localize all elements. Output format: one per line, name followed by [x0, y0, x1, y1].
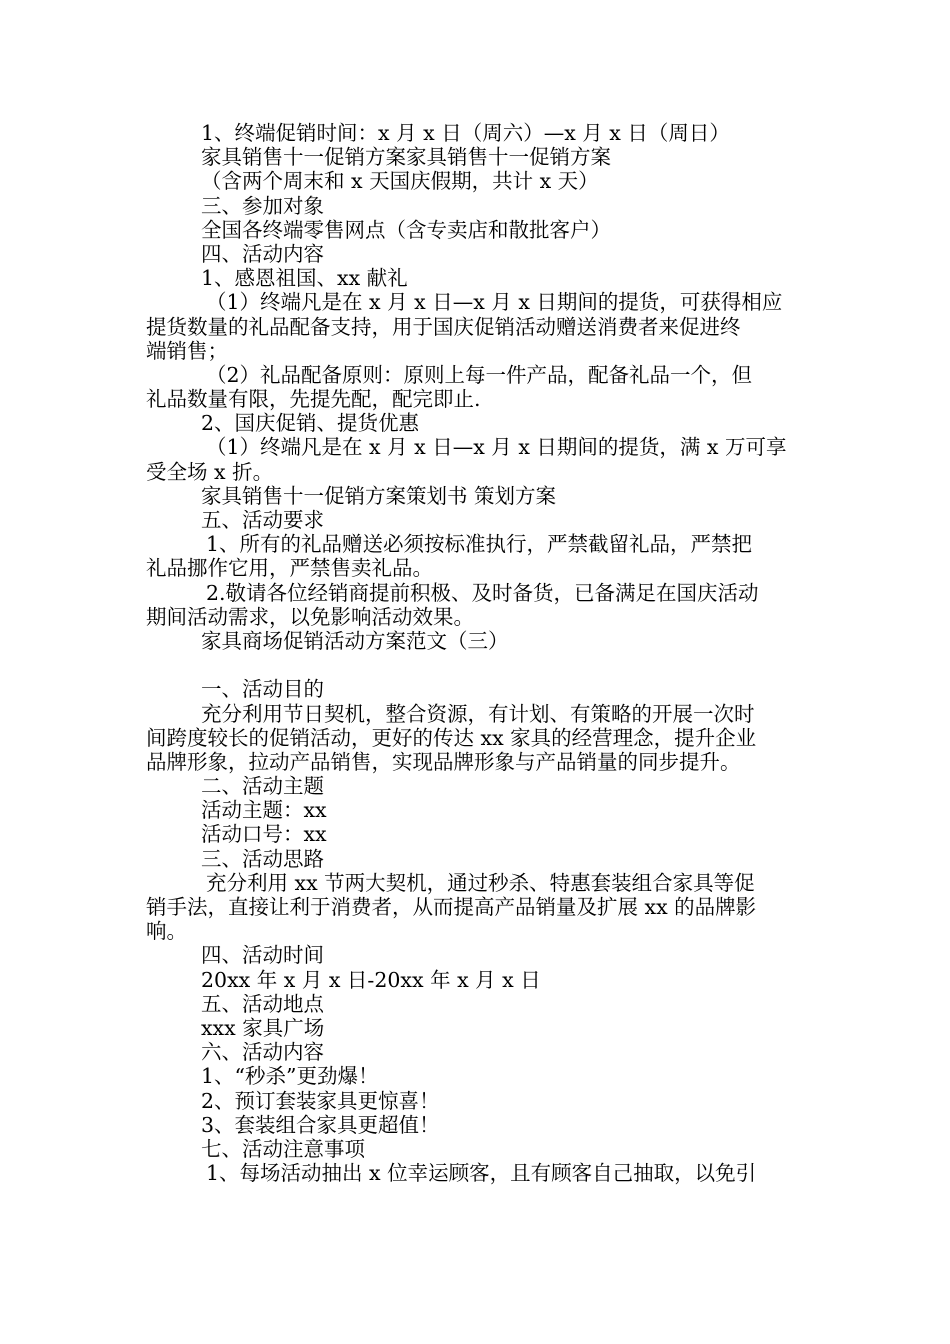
- paragraph-line: 礼品数量有限，先提先配，配完即止.: [146, 387, 481, 412]
- paragraph-line: 活动口号：xx: [201, 822, 327, 847]
- section-heading: 三、活动思路: [201, 846, 324, 871]
- paragraph-line: （1）终端凡是在 x 月 x 日—x 月 x 日期间的提货，满 x 万可享: [206, 435, 787, 460]
- paragraph-line: 受全场 x 折。: [146, 459, 274, 484]
- paragraph-line: 提货数量的礼品配备支持，用于国庆促销活动赠送消费者来促进终: [146, 314, 741, 339]
- section-heading: 二、活动主题: [201, 774, 324, 799]
- paragraph-line: 家具销售十一促销方案策划书 策划方案: [201, 483, 557, 508]
- section-heading: 七、活动注意事项: [201, 1136, 365, 1161]
- paragraph-line: 响。: [146, 919, 187, 944]
- list-item: 3、套装组合家具更超值！: [201, 1112, 440, 1137]
- section-heading: 五、活动要求: [201, 508, 324, 532]
- paragraph-line: 充分利用节日契机，整合资源，有计划、有策略的开展一次时: [201, 701, 755, 726]
- paragraph-line: 端销售；: [146, 338, 228, 363]
- list-item: 1、“秒杀”更劲爆！: [201, 1064, 379, 1089]
- paragraph-line: 1、每场活动抽出 x 位幸运顾客，且有顾客自己抽取，以免引: [206, 1161, 757, 1186]
- paragraph-line: （1）终端凡是在 x 月 x 日—x 月 x 日期间的提货，可获得相应: [206, 290, 783, 315]
- document-body: [146, 121, 810, 1185]
- paragraph-line: 间跨度较长的促销活动，更好的传达 xx 家具的经营理念，提升企业: [146, 725, 757, 750]
- section-heading: 三、参加对象: [201, 193, 324, 218]
- subheading: 1、感恩祖国、xx 献礼: [201, 266, 408, 291]
- section-heading: 一、活动目的: [201, 677, 324, 702]
- paragraph-line: （含两个周末和 x 天国庆假期，共计 x 天）: [201, 169, 599, 194]
- paragraph-line: 礼品挪作它用，严禁售卖礼品。: [146, 556, 433, 581]
- paragraph-line: xxx 家具广场: [201, 1015, 325, 1040]
- paragraph-line: 期间活动需求，以免影响活动效果。: [146, 604, 474, 629]
- section-heading: 四、活动内容: [201, 241, 324, 266]
- paragraph-line: 全国各终端零售网点（含专卖店和散批客户）: [201, 217, 611, 242]
- section-heading: 四、活动时间: [201, 943, 324, 968]
- paragraph-line: 充分利用 xx 节两大契机，通过秒杀、特惠套装组合家具等促: [206, 870, 755, 895]
- document-title: 家具商场促销活动方案范文（三）: [201, 628, 509, 653]
- section-heading: 五、活动地点: [201, 991, 324, 1016]
- paragraph-line: （2）礼品配备原则：原则上每一件产品，配备礼品一个，但: [206, 362, 753, 387]
- paragraph-line: 1、所有的礼品赠送必须按标准执行，严禁截留礼品，严禁把: [206, 532, 753, 557]
- list-item: 2、预订套装家具更惊喜！: [201, 1088, 440, 1113]
- subheading: 2、国庆促销、提货优惠: [201, 411, 420, 436]
- section-heading: 六、活动内容: [201, 1040, 324, 1065]
- paragraph-line: 家具销售十一促销方案家具销售十一促销方案: [201, 145, 611, 170]
- paragraph-line: 20xx 年 x 月 x 日-20xx 年 x 月 x 日: [201, 967, 541, 992]
- paragraph-line: 品牌形象，拉动产品销售，实现品牌形象与产品销量的同步提升。: [146, 749, 741, 774]
- blank-line: [146, 653, 810, 677]
- paragraph-line: 2.敬请各位经销商提前积极、及时备货，已备满足在国庆活动: [206, 580, 759, 605]
- paragraph-line: 活动主题：xx: [201, 798, 327, 823]
- paragraph-line: 销手法，直接让利于消费者，从而提高产品销量及扩展 xx 的品牌影: [146, 895, 757, 919]
- paragraph-line: 1、终端促销时间：x 月 x 日（周六）—x 月 x 日（周日）: [201, 121, 730, 145]
